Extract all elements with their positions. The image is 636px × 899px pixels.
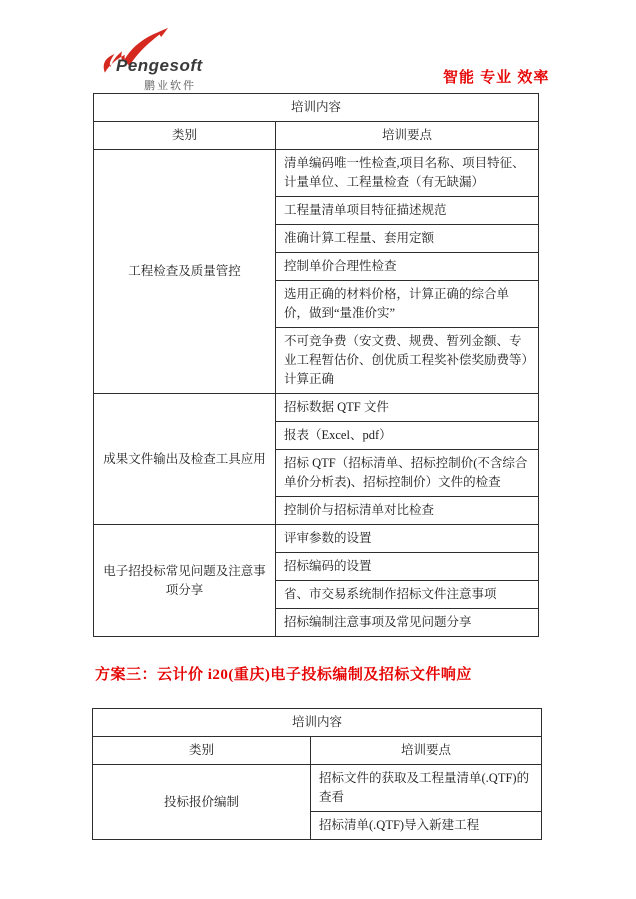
table-row xyxy=(93,765,542,812)
table-title: 培训内容 xyxy=(94,94,539,122)
table-row xyxy=(94,150,539,197)
point-cell: 评审参数的设置 xyxy=(276,525,539,553)
logo-brand-chinese: 鹏业软件 xyxy=(144,80,196,92)
point-cell: 选用正确的材料价格，计算正确的综合单价，做到“量准价实” xyxy=(276,281,539,328)
table-title-row xyxy=(94,94,539,122)
point-cell: 招标文件的获取及工程量清单(.QTF)的查看 xyxy=(311,765,542,812)
column-header-row xyxy=(93,737,542,765)
point-cell: 省、市交易系统制作招标文件注意事项 xyxy=(276,581,539,609)
logo-text xyxy=(116,56,203,93)
point-cell: 报表（Excel、pdf） xyxy=(276,422,539,450)
point-cell: 控制价与招标清单对比检查 xyxy=(276,497,539,525)
point-cell: 准确计算工程量、套用定额 xyxy=(276,225,539,253)
point-cell: 工程量清单项目特征描述规范 xyxy=(276,197,539,225)
category-cell: 投标报价编制 xyxy=(93,765,311,840)
category-cell: 电子招投标常见问题及注意事项分享 xyxy=(94,525,276,637)
training-table-1 xyxy=(93,93,539,637)
point-cell: 清单编码唯一性检查,项目名称、项目特征、计量单位、工程量检查（有无缺漏） xyxy=(276,150,539,197)
column-header-points: 培训要点 xyxy=(276,122,539,150)
point-cell: 招标清单(.QTF)导入新建工程 xyxy=(311,812,542,840)
point-cell: 不可竞争费（安文费、规费、暂列金额、专业工程暂估价、创优质工程奖补偿奖励费等）计算正确 xyxy=(276,328,539,394)
table-row xyxy=(94,394,539,422)
point-cell: 招标 QTF（招标清单、招标控制价(不含综合单价分析表)、招标控制价）文件的检查 xyxy=(276,450,539,497)
point-cell: 控制单价合理性检查 xyxy=(276,253,539,281)
column-header-category: 类别 xyxy=(94,122,276,150)
training-table-2 xyxy=(92,708,542,840)
table-title-row xyxy=(93,709,542,737)
point-cell: 招标编码的设置 xyxy=(276,553,539,581)
logo-brand-name: Pengesoft xyxy=(116,56,203,75)
category-cell: 成果文件输出及检查工具应用 xyxy=(94,394,276,525)
point-cell: 招标编制注意事项及常见问题分享 xyxy=(276,609,539,637)
point-cell: 招标数据 QTF 文件 xyxy=(276,394,539,422)
category-cell: 工程检查及质量管控 xyxy=(94,150,276,394)
table-title: 培训内容 xyxy=(93,709,542,737)
column-header-row xyxy=(94,122,539,150)
section-heading: 方案三：云计价 i20(重庆)电子投标编制及招标文件响应 xyxy=(95,667,472,683)
header-slogan: 智能 专业 效率 xyxy=(443,69,550,86)
table-row xyxy=(94,525,539,553)
column-header-category: 类别 xyxy=(93,737,311,765)
column-header-points: 培训要点 xyxy=(311,737,542,765)
